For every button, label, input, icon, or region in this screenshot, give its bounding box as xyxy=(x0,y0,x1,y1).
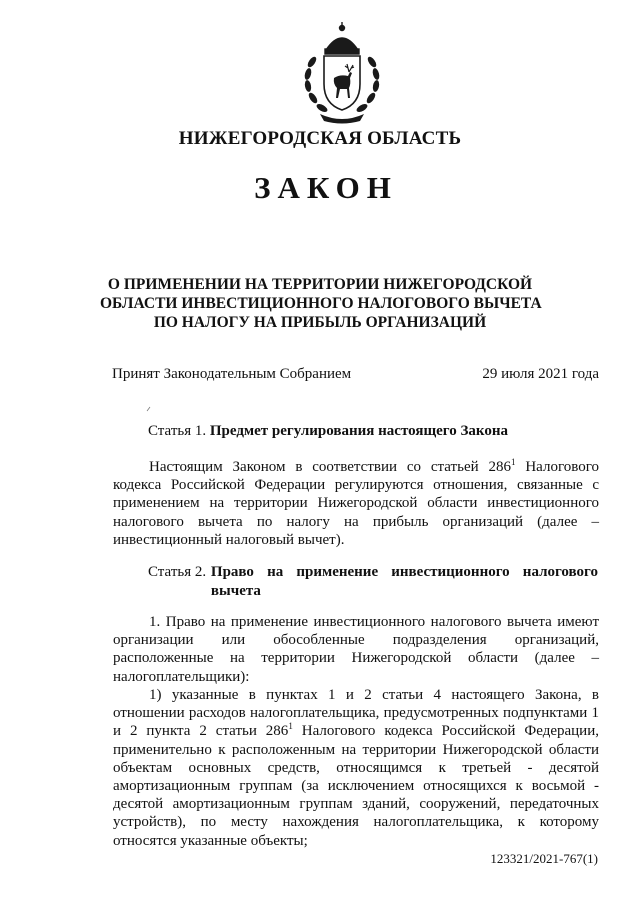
article-2-paragraph-1: 1. Право на применение инвестиционного налогового вычета имеют организации или обособленные подразделения организаций, расположенные на территории Нижегородской области (далее – налогоплательщики): xyxy=(113,614,599,685)
adoption-date: 29 июля 2021 года xyxy=(482,366,599,382)
document-number: 123321/2021-767(1) xyxy=(490,851,598,866)
scan-mark xyxy=(146,406,152,412)
article-2-title: Право на применение инвестиционного налогового вычета xyxy=(210,564,598,599)
law-title xyxy=(100,275,540,332)
article-1-heading xyxy=(148,422,508,441)
article-2-label: Статья 2. xyxy=(148,564,207,580)
article-1-text: Настоящим Законом в соответствии со статьей $286^1$ Налогового кодекса Российской Федерации регулируются отношения, связанные с применением на территории Нижегородской области инвестиционного налогового вычета по налогу на прибыль организаций (далее – инвестиционный налоговый вычет). xyxy=(113,457,599,548)
law-title-line: ОБЛАСТИ ИНВЕСТИЦИОННОГО НАЛОГОВОГО ВЫЧЕТА xyxy=(100,295,542,312)
article-1-label: Статья 1. xyxy=(148,423,207,439)
law-title-line: О ПРИМЕНЕНИИ НА ТЕРРИТОРИИ НИЖЕГОРОДСКОЙ xyxy=(107,276,533,293)
article-2-item-1: 1) указанные в пунктах 1 и 2 статьи 4 настоящего Закона, в отношении расходов налогоплательщика, предусмотренных подпунктами 1 и 2 пункта 2 статьи $286^1$ Налогового кодекса Российской Федерации, применительно к расположенным на территории Нижегородской области объектам основных средств, относящимся к третьей - десятой амортизационным группам (за исключением относящихся к восьмой - десятой амортизационным группам зданий, сооружений, передаточных устройств), по месту нахождения налогоплательщика, к которому относятся указанные объекты; xyxy=(113,687,599,849)
law-title-line: ПО НАЛОГУ НА ПРИБЫЛЬ ОРГАНИЗАЦИЙ xyxy=(153,314,487,331)
article-1-title: Предмет регулирования настоящего Закона xyxy=(209,423,508,439)
region-name: НИЖЕГОРОДСКАЯ ОБЛАСТЬ xyxy=(178,128,462,149)
coat-of-arms-icon xyxy=(296,22,388,126)
document-type: ЗАКОН xyxy=(254,170,398,205)
adopted-by: Принят Законодательным Собранием xyxy=(112,366,352,382)
adoption-line xyxy=(112,366,599,383)
article-2-heading xyxy=(148,563,598,601)
